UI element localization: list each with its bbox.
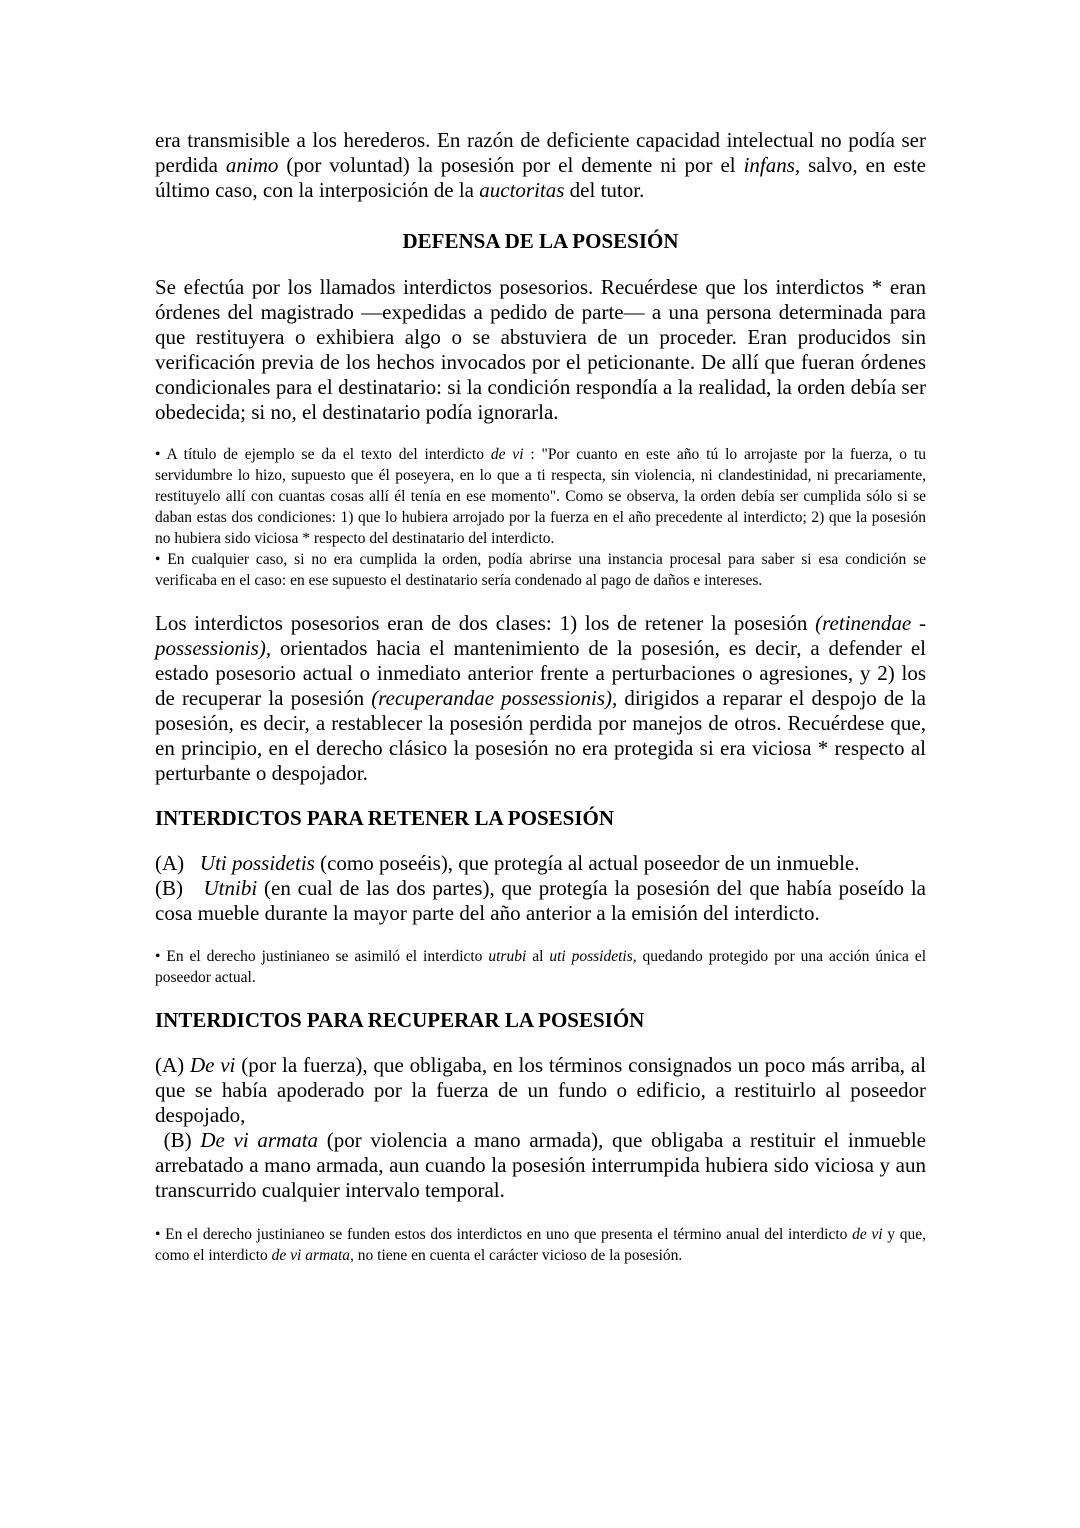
footnote-2: • En cualquier caso, si no era cumplida la orden, podía abrirse una instancia procesal para saber si esa condición se verificaba en el caso: en ese supuesto el destinatario sería condenado al pago de daños e intereses.	[155, 551, 926, 589]
footnote-1-text-b: : "Por cuanto en este año tú lo arrojaste por la fuerza, o tu servidumbre lo hizo, supuesto que él poseyera, en lo que a ti respecta, sin violencia, ni clandestinidad, ni precariamente, restituyelo allí con cuantas cosas allí él tenía en ese momento". Como se observa, la orden debía ser cumplida sólo si se daban estas dos condiciones: 1) que lo hubiera arrojado por la fuerza en el año precedente al interdicto; 2) que la posesión no hubiera sido viciosa * respecto del destinatario del interdicto.	[155, 446, 926, 547]
retener-footnote-utrubi: utrubi	[488, 948, 527, 965]
retener-footnote	[155, 946, 926, 988]
heading-defensa: DEFENSA DE LA POSESIÓN	[402, 229, 679, 253]
intro-text-1: era transmisible a los herederos. En razón de deficiente capacidad intelectual no podía ser perdida	[155, 128, 926, 177]
intro-text-3: salvo, en este último caso, con la interposición de la	[155, 153, 927, 202]
intro-paragraph	[155, 128, 926, 203]
retener-item-b-text: (en cual de las dos partes), que protegía la posesión del que había poseído la cosa mueble durante la mayor parte del año anterior a la emisión del interdicto.	[155, 876, 926, 925]
footnote-1-devi: de vi	[490, 446, 524, 463]
clases-text-2: orientados hacia el mantenimiento de la posesión, es decir, a defender el estado posesorio actual o inmediato anterior frente a perturbaciones o agresiones, y 2) los de recuperar la posesión	[155, 636, 926, 710]
retener-item-a-text: (como poseéis), que protegía al actual poseedor de un inmueble.	[314, 851, 860, 875]
retener-footnote-text-b: al	[526, 948, 550, 965]
retener-footnote-text-a: • En el derecho justinianeo se asimiló el interdicto	[155, 948, 489, 965]
retener-item-b	[155, 876, 926, 926]
heading-retener: INTERDICTOS PARA RETENER LA POSESIÓN	[155, 806, 615, 830]
retener-item-b-term: Utnibi	[203, 876, 258, 900]
recuperar-footnote-devi-armata: de vi armata,	[271, 1247, 354, 1264]
retener-item-b-label: (B)	[155, 876, 204, 900]
retener-footnote-uti: uti possidetis,	[549, 948, 637, 965]
recuperar-item-a	[155, 1053, 926, 1128]
recuperar-item-b	[155, 1128, 926, 1203]
intro-infans: infans,	[743, 153, 801, 177]
recuperar-item-a-text: (por la fuerza), que obligaba, en los términos consignados un poco más arriba, al que se había apoderado por la fuerza de un fundo o edificio, a restituirlo al poseedor despojado,	[155, 1053, 926, 1127]
defensa-paragraph: Se efectúa por los llamados interdictos posesorios. Recuérdese que los interdictos * eran órdenes del magistrado —expedidas a pedido de parte— a una persona determinada para que restituyera o exhibiera algo o se abstuviera de un proceder. Eran producidos sin verificación previa de los hechos invocados por el peticionante. De allí que fueran órdenes condicionales para el destinatario: si la condición respondía a la realidad, la orden debía ser obedecida; si no, el destinatario podía ignorarla.	[155, 275, 926, 424]
retener-footnote-text-c: quedando protegido por una acción única el poseedor actual.	[155, 948, 927, 986]
intro-text-4: del tutor.	[564, 178, 645, 202]
recuperar-list	[155, 1053, 926, 1203]
clases-text-3: dirigidos a reparar el despojo de la posesión, es decir, a restablecer la posesión perdida por manejos de otros. Recuérdese que, en principio, en el derecho clásico la posesión no era protegida si era viciosa * respecto al perturbante o despojador.	[155, 686, 927, 785]
clases-paragraph	[155, 611, 926, 786]
footnote-1-text-a: • A título de ejemplo se da el texto del interdicto	[155, 446, 491, 463]
document-page	[155, 128, 926, 1266]
heading-recuperar: INTERDICTOS PARA RECUPERAR LA POSESIÓN	[155, 1008, 645, 1032]
recuperar-item-b-term: De vi armata	[200, 1128, 319, 1152]
clases-text-1: Los interdictos posesorios eran de dos clases: 1) los de retener la posesión	[155, 611, 816, 635]
recuperar-item-b-text: (por violencia a mano armada), que obligaba a restituir el inmueble arrebatado a mano armada, aun cuando la posesión interrumpida hubiera sido viciosa y aun transcurrido cualquier intervalo temporal.	[155, 1128, 926, 1202]
retener-item-a	[155, 851, 926, 876]
footnote-1	[155, 444, 926, 549]
recuperar-item-b-label: (B)	[155, 1128, 201, 1152]
intro-auctoritas: auctoritas	[479, 178, 565, 202]
intro-text-2: (por voluntad) la posesión por el demente ni por el	[278, 153, 744, 177]
recuperar-footnote-text-a: • En el derecho justinianeo se funden estos dos interdictos en uno que presenta el término anual del interdicto	[155, 1226, 853, 1243]
recuperar-item-a-term: De vi	[189, 1053, 236, 1077]
intro-animo: animo	[225, 153, 279, 177]
retener-item-a-label: (A)	[155, 851, 200, 875]
recuperar-footnote-devi: de vi	[852, 1226, 883, 1243]
recuperar-footnote-text-b: y que, como el interdicto	[155, 1226, 926, 1264]
footnotes-block-1	[155, 444, 926, 591]
clases-retinendae: (retinendae - possessionis),	[155, 611, 926, 660]
retener-item-a-term: Uti possidetis	[199, 851, 315, 875]
retener-list	[155, 851, 926, 926]
clases-recuperandae: (recuperandae possessionis),	[371, 686, 618, 710]
recuperar-footnote-text-c: no tiene en cuenta el carácter vicioso de la posesión.	[353, 1247, 683, 1264]
recuperar-item-a-label: (A)	[155, 1053, 190, 1077]
recuperar-footnote	[155, 1224, 926, 1266]
